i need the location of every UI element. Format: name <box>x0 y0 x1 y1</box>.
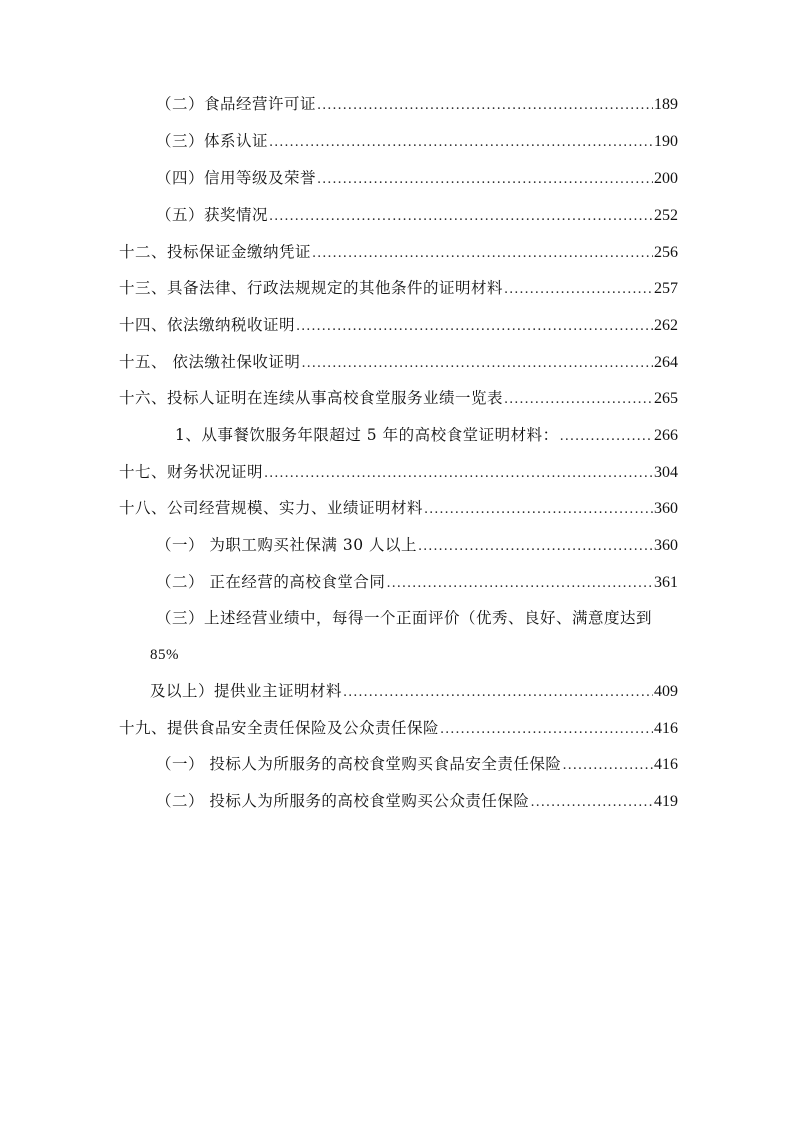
dot-leader <box>504 388 653 412</box>
toc-entry-page: 304 <box>654 464 678 481</box>
toc-entry-page: 360 <box>654 500 678 517</box>
dot-leader <box>264 462 653 486</box>
toc-entry[interactable] <box>119 386 678 410</box>
toc-entry-title: 十五、 依法缴社保收证明 <box>119 353 301 371</box>
toc-entry-page: 200 <box>654 170 678 187</box>
toc-entry-page: 416 <box>654 720 678 737</box>
toc-entry-page: 265 <box>654 390 678 407</box>
toc-entry-page: 360 <box>654 537 678 554</box>
toc-entry-page: 257 <box>654 280 678 297</box>
dot-leader <box>424 498 653 522</box>
dot-leader <box>317 168 653 192</box>
toc-entry-page: 266 <box>654 427 678 444</box>
toc-entry-title: 十六、投标人证明在连续从事高校食堂服务业绩一览表 <box>119 389 504 407</box>
toc-entry[interactable] <box>156 533 678 557</box>
toc-entry-title: 十八、公司经营规模、实力、业绩证明材料 <box>119 499 424 517</box>
toc-entry-page: 252 <box>654 207 678 224</box>
dot-leader <box>418 535 653 559</box>
toc-entry-title: 十九、提供食品安全责任保险及公众责任保险 <box>119 719 440 737</box>
toc-entry-title: 十三、具备法律、行政法规规定的其他条件的证明材料 <box>119 279 504 297</box>
toc-entry-title: （二）食品经营许可证 <box>156 95 317 113</box>
dot-leader <box>269 205 653 229</box>
toc-entry-title: （二） 正在经营的高校食堂合同 <box>156 573 386 591</box>
toc-entry[interactable] <box>119 276 678 300</box>
toc-entry[interactable] <box>156 92 678 116</box>
dot-leader <box>386 572 653 596</box>
toc-entry-page: 416 <box>654 756 678 773</box>
toc-entry[interactable] <box>156 166 678 190</box>
dot-leader <box>440 718 653 742</box>
toc-entry[interactable] <box>156 203 678 227</box>
toc-entry-page: 262 <box>654 317 678 334</box>
dot-leader <box>560 425 653 449</box>
dot-leader <box>312 242 653 266</box>
toc-entry[interactable] <box>156 129 678 153</box>
toc-entry-title: 十二、投标保证金缴纳凭证 <box>119 243 312 261</box>
toc-entry[interactable] <box>119 240 678 264</box>
toc-entry-title: （三）体系认证 <box>156 132 269 150</box>
toc-entry[interactable] <box>150 679 678 703</box>
dot-leader <box>530 791 653 815</box>
toc-entry-page: 419 <box>654 793 678 810</box>
toc-entry[interactable] <box>119 350 678 374</box>
toc-entry[interactable] <box>119 496 678 520</box>
dot-leader <box>301 352 653 376</box>
toc-entry-page: 361 <box>654 574 678 591</box>
dot-leader <box>562 754 653 778</box>
toc-entry-title: 十四、依法缴纳税收证明 <box>119 316 296 334</box>
toc-entry[interactable] <box>156 752 678 776</box>
toc-entry[interactable] <box>119 313 678 337</box>
toc-entry-page: 256 <box>654 244 678 261</box>
dot-leader <box>504 278 653 302</box>
dot-leader <box>296 315 653 339</box>
toc-entry-page: 409 <box>654 683 678 700</box>
toc-entry[interactable] <box>156 789 678 813</box>
toc-entry-title: 及以上）提供业主证明材料 <box>150 682 343 700</box>
toc-entry-title: （一） 为职工购买社保满 30 人以上 <box>156 536 418 554</box>
toc-entry[interactable] <box>156 570 678 594</box>
dot-leader <box>317 94 653 118</box>
toc-entry-page: 264 <box>654 354 678 371</box>
toc-entry[interactable] <box>119 716 678 740</box>
toc-entry-title: （四）信用等级及荣誉 <box>156 169 317 187</box>
toc-entry[interactable] <box>119 460 678 484</box>
dot-leader <box>269 131 653 155</box>
toc-entry-wrapped-line[interactable]: （三）上述经营业绩中，每得一个正面评价（优秀、良好、满意度达到 <box>156 609 653 627</box>
toc-entry-wrapped-line[interactable]: 85% <box>150 647 179 663</box>
dot-leader <box>343 681 653 705</box>
toc-entry-title: 1、从事餐饮服务年限超过 5 年的高校食堂证明材料： <box>175 426 559 444</box>
toc-entry-title: （五）获奖情况 <box>156 206 269 224</box>
toc-entry-title: （一） 投标人为所服务的高校食堂购买食品安全责任保险 <box>156 755 562 773</box>
toc-entry-page: 190 <box>654 133 678 150</box>
toc-entry-page: 189 <box>654 96 678 113</box>
toc-entry[interactable] <box>175 423 678 447</box>
toc-entry-title: （二） 投标人为所服务的高校食堂购买公众责任保险 <box>156 792 530 810</box>
toc-entry-title: 十七、财务状况证明 <box>119 463 264 481</box>
